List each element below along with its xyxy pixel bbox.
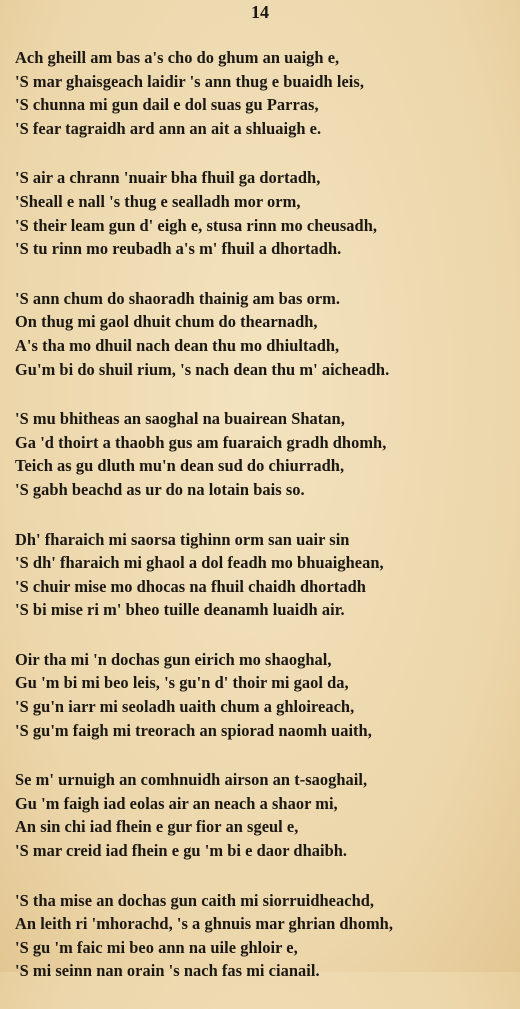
stanza bbox=[15, 287, 515, 381]
poem-line: Gu'm bi do shuil rium, 's nach dean thu m' aicheadh. bbox=[15, 359, 390, 379]
poem-line: 'S fear tagraidh ard ann an ait a shluaigh e. bbox=[15, 118, 322, 138]
stanza bbox=[15, 46, 515, 140]
page-number: 14 bbox=[251, 2, 269, 22]
poem-line: Dh' fharaich mi saorsa tighinn orm san uair sin bbox=[15, 529, 350, 549]
poem-line: 'S dh' fharaich mi ghaol a dol feadh mo bhuaighean, bbox=[15, 553, 384, 573]
poem-line: A's tha mo dhuil nach dean thu mo dhiultadh, bbox=[15, 335, 340, 355]
poem-line: 'S ann chum do shaoradh thainig am bas orm. bbox=[15, 288, 341, 308]
poem-line: 'S their leam gun d' eigh e, stusa rinn mo cheusadh, bbox=[15, 215, 378, 235]
poem-line: Ach gheill am bas a's cho do ghum an uaigh e, bbox=[15, 48, 340, 67]
poem-line: 'Sheall e nall 's thug e sealladh mor orm, bbox=[15, 191, 301, 211]
poem-line: 'S gu'm faigh mi treorach an spiorad naomh uaith, bbox=[15, 720, 372, 740]
poem-line: 'S chunna mi gun dail e dol suas gu Parras, bbox=[15, 95, 319, 115]
poem-line: 'S tu rinn mo reubadh a's m' fhuil a dhortadh. bbox=[15, 239, 342, 259]
poem-line: 'S gu'n iarr mi seoladh uaith chum a ghloireach, bbox=[15, 697, 355, 717]
poem-line: 'S gu 'm faic mi beo ann na uile ghloir e, bbox=[15, 937, 298, 957]
poem-line: 'S gabh beachd as ur do na lotain bais so. bbox=[15, 479, 305, 499]
stanza bbox=[15, 889, 515, 983]
poem-line: Gu 'm faigh iad eolas air an neach a shaor mi, bbox=[15, 793, 338, 813]
poem-line: 'S chuir mise mo dhocas na fhuil chaidh dhortadh bbox=[15, 576, 366, 596]
poem-line: An sin chi iad fhein e gur fior an sgeul e, bbox=[15, 817, 299, 837]
stanza bbox=[15, 407, 515, 501]
poem-line: 'S mar ghaisgeach laidir 's ann thug e buaidh leis, bbox=[15, 71, 364, 91]
poem-line: An leith ri 'mhorachd, 's a ghnuis mar ghrian dhomh, bbox=[15, 914, 393, 934]
poem-line: Ga 'd thoirt a thaobh gus am fuaraich gradh dhomh, bbox=[15, 432, 387, 452]
poem-line: Gu 'm bi mi beo leis, 's gu'n d' thoir mi gaol da, bbox=[15, 673, 349, 693]
poem-line: On thug mi gaol dhuit chum do thearnadh, bbox=[15, 312, 318, 332]
stanza bbox=[15, 648, 515, 742]
poem-line: 'S mi seinn nan orain 's nach fas mi cianail. bbox=[15, 961, 320, 981]
poem-line: 'S mar creid iad fhein e gu 'm bi e daor dhaibh. bbox=[15, 841, 348, 861]
poem-line: Oir tha mi 'n dochas gun eirich mo shaoghal, bbox=[15, 649, 332, 669]
stanza bbox=[15, 768, 515, 862]
poem-line: Se m' urnuigh an comhnuidh airson an t-saoghail, bbox=[15, 770, 368, 790]
poem-line: 'S mu bhitheas an saoghal na buairean Shatan, bbox=[15, 409, 345, 429]
poem-line: Teich as gu dluth mu'n dean sud do chiurradh, bbox=[15, 456, 345, 476]
poem-line: 'S air a chrann 'nuair bha fhuil ga dortadh, bbox=[15, 168, 321, 188]
poem-line: 'S tha mise an dochas gun caith mi siorruidheachd, bbox=[15, 890, 375, 910]
poem-body bbox=[15, 46, 515, 1009]
stanza bbox=[15, 528, 515, 622]
poem-line: 'S bi mise ri m' bheo tuille deanamh luaidh air. bbox=[15, 600, 345, 620]
stanza bbox=[15, 166, 515, 260]
